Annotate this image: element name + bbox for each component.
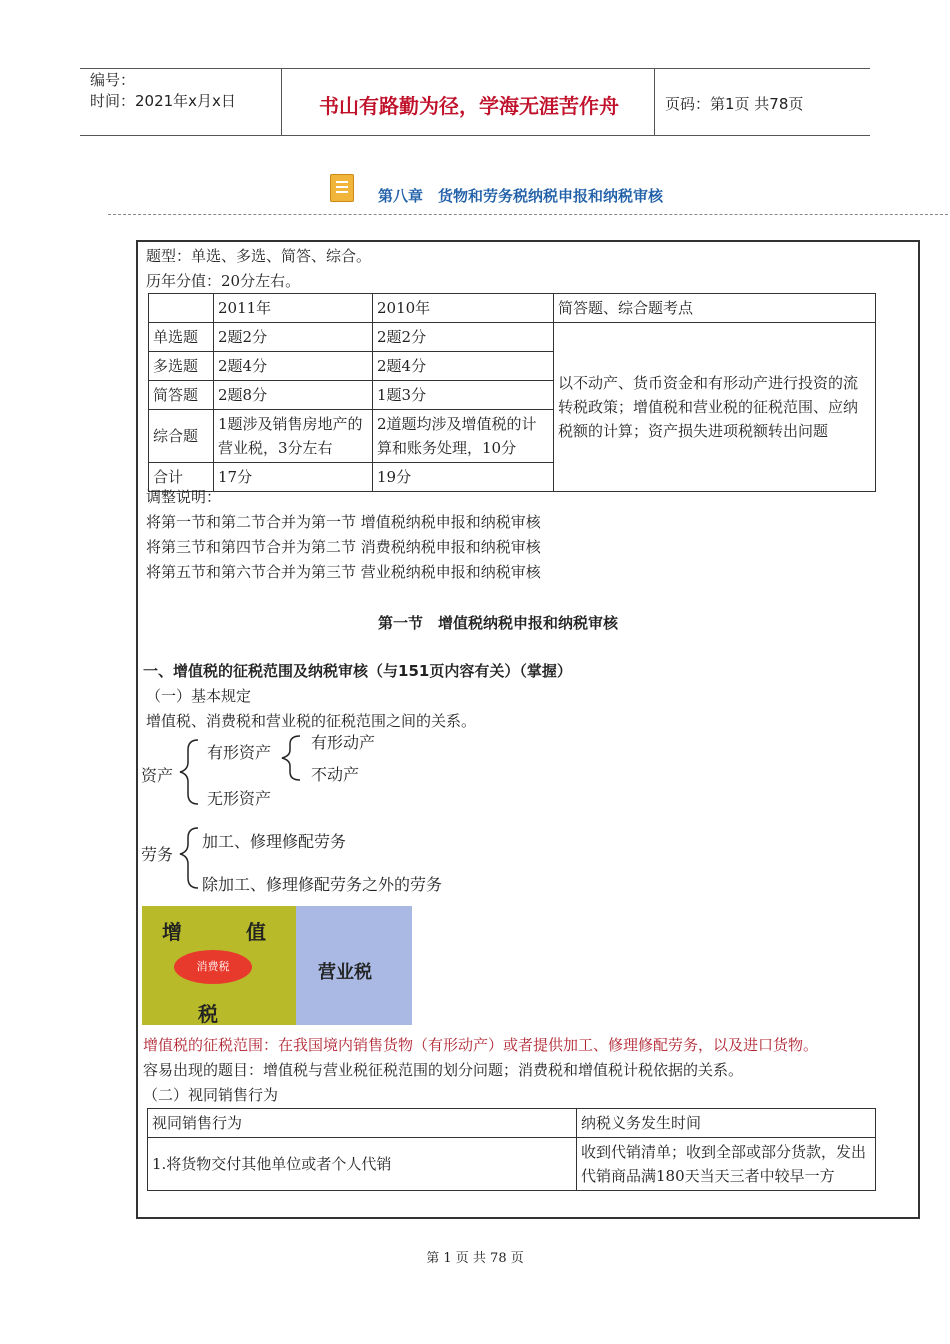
table-cell: 2题4分 <box>373 352 554 381</box>
figure-char: 税 <box>198 1002 218 1026</box>
table-cell: 单选题 <box>149 323 214 352</box>
table-header-row <box>149 294 876 323</box>
motto: 书山有路勤为径，学海无涯苦作舟 <box>319 94 619 118</box>
time-label: 时间：2021年x月x日 <box>90 92 236 110</box>
easy-questions: 容易出现的题目：增值税与营业税征税范围的划分问题；消费税和增值税计税依据的关系。 <box>143 1061 744 1079</box>
heading-1: 一、增值税的征税范围及纳税审核（与151页内容有关）（掌握） <box>143 662 572 680</box>
service-processing: 加工、修理修配劳务 <box>202 832 347 851</box>
table-cell: 纳税义务发生时间 <box>577 1109 876 1138</box>
table-cell: 2011年 <box>214 294 373 323</box>
table-cell: 综合题 <box>149 410 214 463</box>
deemed-sales-table <box>147 1108 876 1191</box>
table-cell <box>149 294 214 323</box>
document-icon <box>330 174 354 202</box>
header-divider <box>281 68 282 136</box>
intangible-asset: 无形资产 <box>207 789 272 808</box>
table-cell: 2道题均涉及增值税的计算和账务处理，10分 <box>373 410 554 463</box>
service-root: 劳务 <box>141 845 174 864</box>
question-types: 题型：单选、多选、简答、综合。 <box>146 247 372 265</box>
table-cell: 19分 <box>373 463 554 492</box>
page-footer: 第 1 页 共 78 页 <box>426 1251 524 1266</box>
movable-asset: 有形动产 <box>311 733 376 752</box>
table-cell: 简答题 <box>149 381 214 410</box>
page-info: 页码：第1页 共78页 <box>665 95 804 113</box>
score-table <box>148 293 876 492</box>
table-cell: 多选题 <box>149 352 214 381</box>
table-cell: 2题4分 <box>214 352 373 381</box>
tangible-asset: 有形资产 <box>207 743 272 762</box>
tax-scope-figure <box>142 906 412 1025</box>
table-row <box>148 1138 876 1191</box>
table-cell: 视同销售行为 <box>148 1109 577 1138</box>
header-meta <box>90 70 236 112</box>
figure-char: 值 <box>246 920 266 944</box>
header-top-rule <box>80 68 870 69</box>
vat-scope-text: 增值税的征税范围：在我国境内销售货物（有形动产）或者提供加工、修理修配劳务，以及进口货物。 <box>143 1036 819 1054</box>
topics-cell: 以不动产、货币资金和有形动产进行投资的流转税政策；增值税和营业税的征税范围、应纳税额的计算；资产损失进项税额转出问题 <box>554 323 876 492</box>
header-divider <box>654 68 655 136</box>
immovable-asset: 不动产 <box>311 765 360 784</box>
number-label: 编号： <box>90 71 136 89</box>
table-cell: 17分 <box>214 463 373 492</box>
business-tax-label: 营业税 <box>318 962 372 983</box>
table-cell: 收到代销清单；收到全部或部分货款，发出代销商品满180天当天三者中较早一方 <box>577 1138 876 1191</box>
table-row <box>149 323 876 352</box>
chapter-title: 第八章 货物和劳务税纳税申报和纳税审核 <box>378 187 664 205</box>
sub-heading: （一）基本规定 <box>146 687 252 705</box>
table-cell: 1题涉及销售房地产的营业税，3分左右 <box>214 410 373 463</box>
adjust-line: 将第一节和第二节合并为第一节 增值税纳税申报和纳税审核 <box>146 513 541 531</box>
table-header-row <box>148 1109 876 1138</box>
table-cell: 2题8分 <box>214 381 373 410</box>
dashed-divider <box>108 214 948 215</box>
section-title: 第一节 增值税纳税申报和纳税审核 <box>378 614 619 632</box>
figure-char: 增 <box>162 920 182 944</box>
table-cell: 2题2分 <box>373 323 554 352</box>
header-bottom-rule <box>80 135 870 136</box>
adjust-line: 将第三节和第四节合并为第二节 消费税纳税申报和纳税审核 <box>146 538 541 556</box>
table-cell: 2010年 <box>373 294 554 323</box>
table-cell: 1.将货物交付其他单位或者个人代销 <box>148 1138 577 1191</box>
table-cell: 合计 <box>149 463 214 492</box>
table-cell: 1题3分 <box>373 381 554 410</box>
service-other: 除加工、修理修配劳务之外的劳务 <box>202 875 443 894</box>
asset-root: 资产 <box>141 766 174 785</box>
sub-heading: （二）视同销售行为 <box>143 1086 279 1104</box>
table-cell: 2题2分 <box>214 323 373 352</box>
score-summary: 历年分值：20分左右。 <box>146 272 301 290</box>
consumption-tax-oval: 消费税 <box>174 950 252 984</box>
adjust-line: 将第五节和第六节合并为第三节 营业税纳税申报和纳税审核 <box>146 563 541 581</box>
relation-text: 增值税、消费税和营业税的征税范围之间的关系。 <box>146 712 477 730</box>
table-cell: 简答题、综合题考点 <box>554 294 876 323</box>
adjust-title: 调整说明： <box>146 488 222 506</box>
